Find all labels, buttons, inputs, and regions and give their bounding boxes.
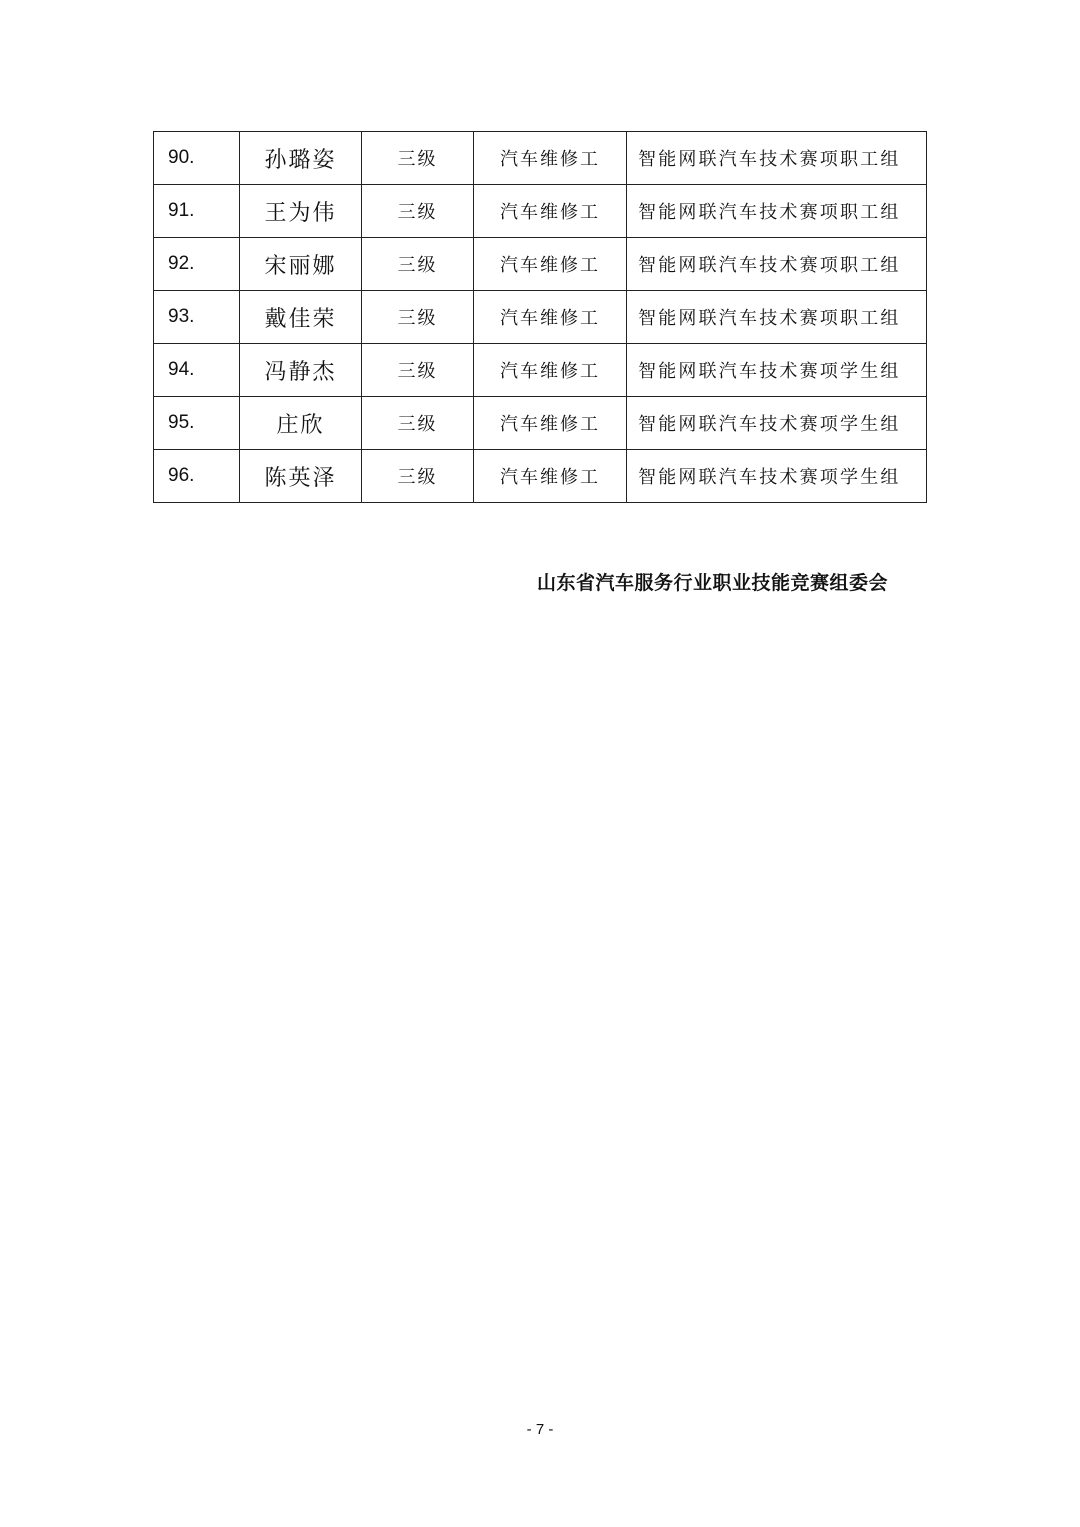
person-name: 孙璐姿 bbox=[240, 132, 362, 185]
organizer-signature: 山东省汽车服务行业职业技能竞赛组委会 bbox=[536, 572, 888, 594]
competition-event: 智能网联汽车技术赛项职工组 bbox=[627, 132, 927, 185]
trade: 汽车维修工 bbox=[474, 238, 627, 291]
table-row bbox=[154, 291, 927, 344]
competition-event: 智能网联汽车技术赛项职工组 bbox=[627, 185, 927, 238]
trade: 汽车维修工 bbox=[474, 397, 627, 450]
person-name: 宋丽娜 bbox=[240, 238, 362, 291]
skill-level: 三级 bbox=[362, 238, 474, 291]
table-row bbox=[154, 132, 927, 185]
row-number: 91. bbox=[154, 185, 240, 238]
row-number: 94. bbox=[154, 344, 240, 397]
person-name: 庄欣 bbox=[240, 397, 362, 450]
winners-table bbox=[153, 131, 927, 503]
person-name: 王为伟 bbox=[240, 185, 362, 238]
table-row bbox=[154, 450, 927, 503]
table-row bbox=[154, 238, 927, 291]
table-row bbox=[154, 397, 927, 450]
person-name: 戴佳荣 bbox=[240, 291, 362, 344]
person-name: 陈英泽 bbox=[240, 450, 362, 503]
skill-level: 三级 bbox=[362, 397, 474, 450]
winners-table-body bbox=[154, 132, 927, 503]
row-number: 96. bbox=[154, 450, 240, 503]
competition-event: 智能网联汽车技术赛项学生组 bbox=[627, 344, 927, 397]
row-number: 90. bbox=[154, 132, 240, 185]
page-number: - 7 - bbox=[526, 1421, 554, 1438]
competition-event: 智能网联汽车技术赛项学生组 bbox=[627, 450, 927, 503]
trade: 汽车维修工 bbox=[474, 291, 627, 344]
table-row bbox=[154, 344, 927, 397]
skill-level: 三级 bbox=[362, 185, 474, 238]
row-number: 93. bbox=[154, 291, 240, 344]
competition-event: 智能网联汽车技术赛项学生组 bbox=[627, 397, 927, 450]
table-row bbox=[154, 185, 927, 238]
skill-level: 三级 bbox=[362, 291, 474, 344]
trade: 汽车维修工 bbox=[474, 344, 627, 397]
row-number: 95. bbox=[154, 397, 240, 450]
trade: 汽车维修工 bbox=[474, 450, 627, 503]
trade: 汽车维修工 bbox=[474, 185, 627, 238]
skill-level: 三级 bbox=[362, 132, 474, 185]
trade: 汽车维修工 bbox=[474, 132, 627, 185]
row-number: 92. bbox=[154, 238, 240, 291]
competition-event: 智能网联汽车技术赛项职工组 bbox=[627, 238, 927, 291]
skill-level: 三级 bbox=[362, 344, 474, 397]
skill-level: 三级 bbox=[362, 450, 474, 503]
person-name: 冯静杰 bbox=[240, 344, 362, 397]
competition-event: 智能网联汽车技术赛项职工组 bbox=[627, 291, 927, 344]
